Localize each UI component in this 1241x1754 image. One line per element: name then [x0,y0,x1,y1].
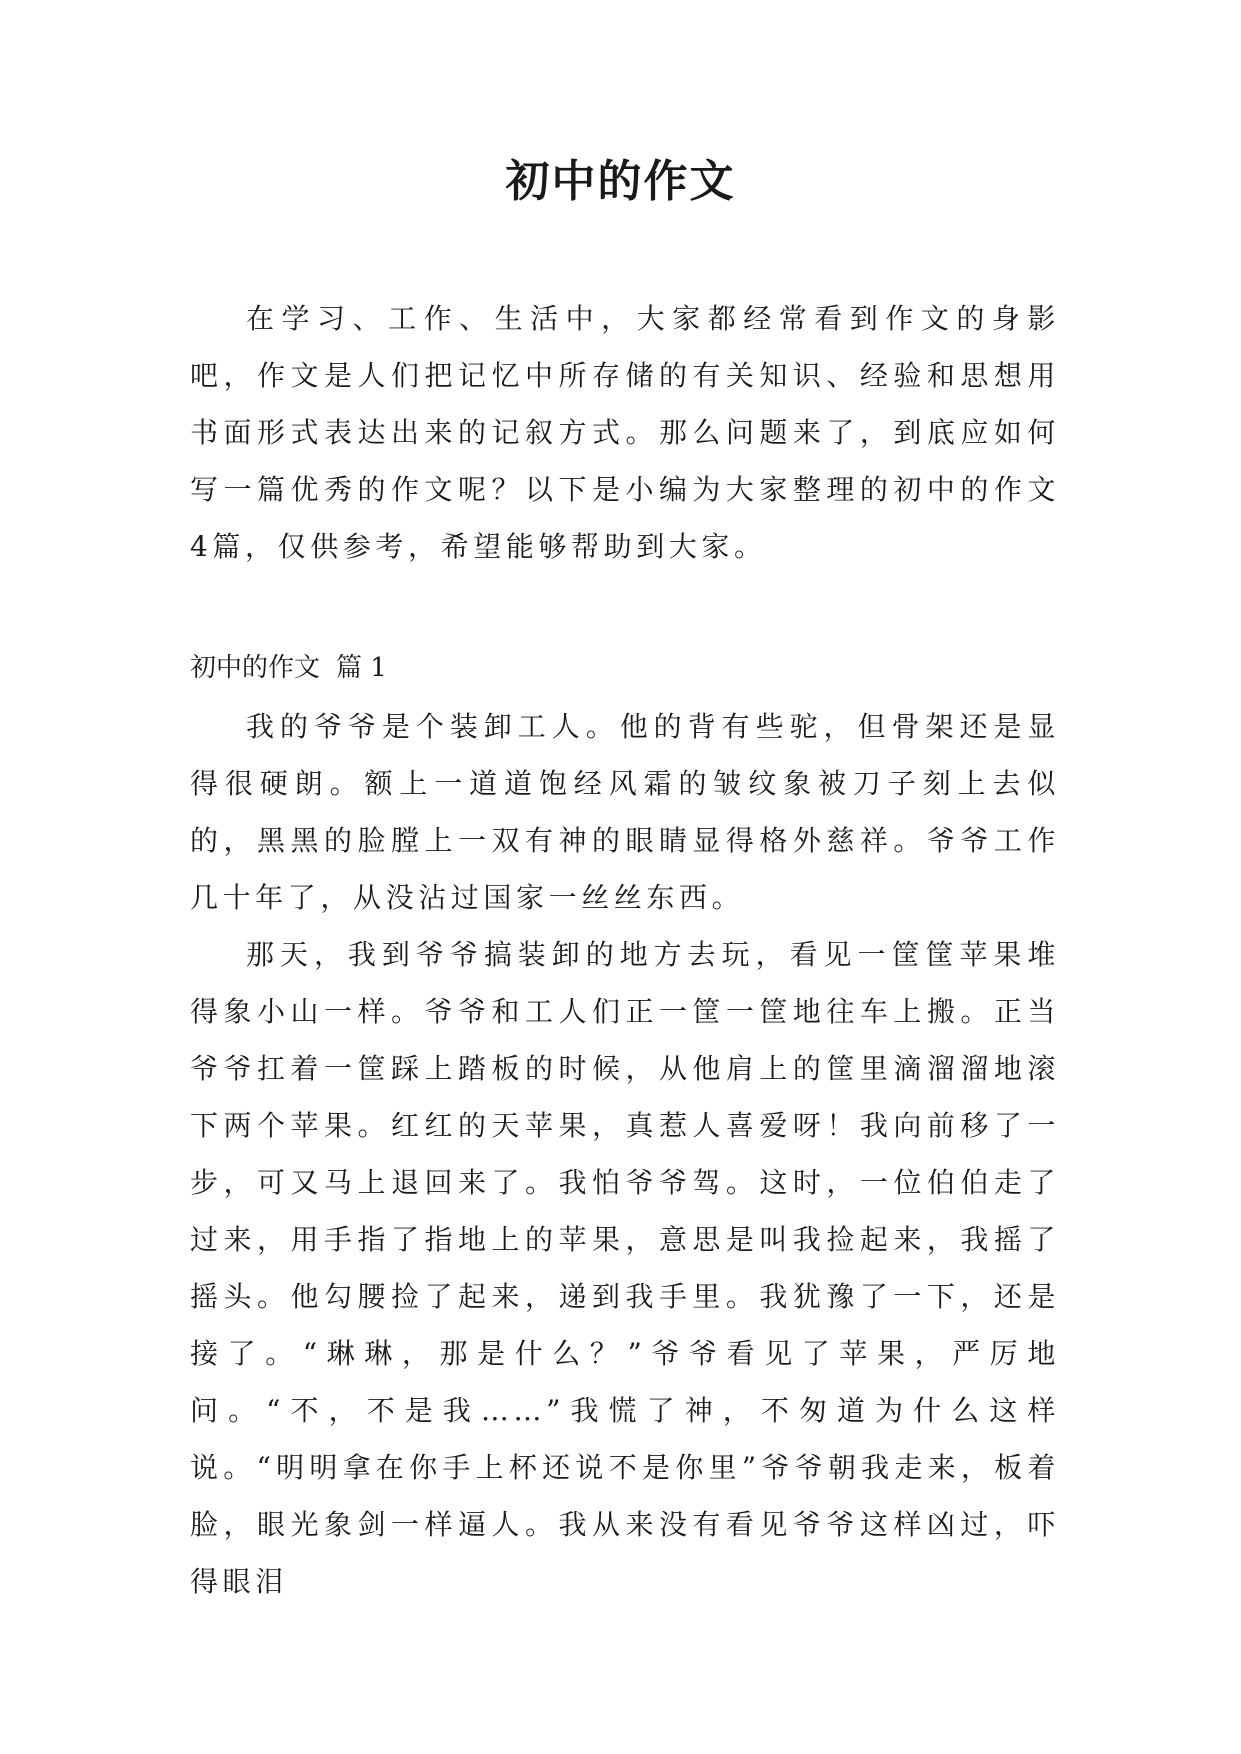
body-paragraph-1: 我的爷爷是个装卸工人。他的背有些驼，但骨架还是显得很硬朗。额上一道道饱经风霜的皱纹象被刀子刻上去似的，黑黑的脸膛上一双有神的眼睛显得格外慈祥。爷爷工作几十年了，从没沾过国家一丝丝东西。 [190,710,1060,914]
section-body [190,698,1060,1610]
body-paragraph-2: 那天，我到爷爷搞装卸的地方去玩，看见一筐筐苹果堆得象小山一样。爷爷和工人们正一筐一筐地往车上搬。正当爷爷扛着一筐踩上踏板的时候，从他肩上的筐里滴溜溜地滚下两个苹果。红红的天苹果，真惹人喜爱呀！我向前移了一步，可又马上退回来了。我怕爷爷驾。这时，一位伯伯走了过来，用手指了指地上的苹果，意思是叫我捡起来，我摇了摇头。他勾腰捡了起来，递到我手里。我犹豫了一下，还是接了。“琳琳，那是什么？”爷爷看见了苹果，严厉地问。“不，不是我……”我慌了神，不匆道为什么这样说。“明明拿在你手上杯还说不是你里”爷爷朝我走来，板着脸，眼光象剑一样逼人。我从来没有看见爷爷这样凶过，吓得眼泪 [190,938,1060,1598]
intro-paragraph: 在学习、工作、生活中，大家都经常看到作文的身影吧，作文是人们把记忆中所存储的有关知识、经验和思想用书面形式表达出来的记叙方式。那么问题来了，到底应如何写一篇优秀的作文呢？以下是小编为大家整理的初中的作文4篇，仅供参考，希望能够帮助到大家。 [190,302,1060,563]
document-title: 初中的作文 [505,156,736,207]
intro-section [190,290,1060,575]
section-heading [190,640,387,696]
section-heading-label: 初中的作文 [190,653,321,683]
section-heading-number: 篇 1 [336,653,387,683]
